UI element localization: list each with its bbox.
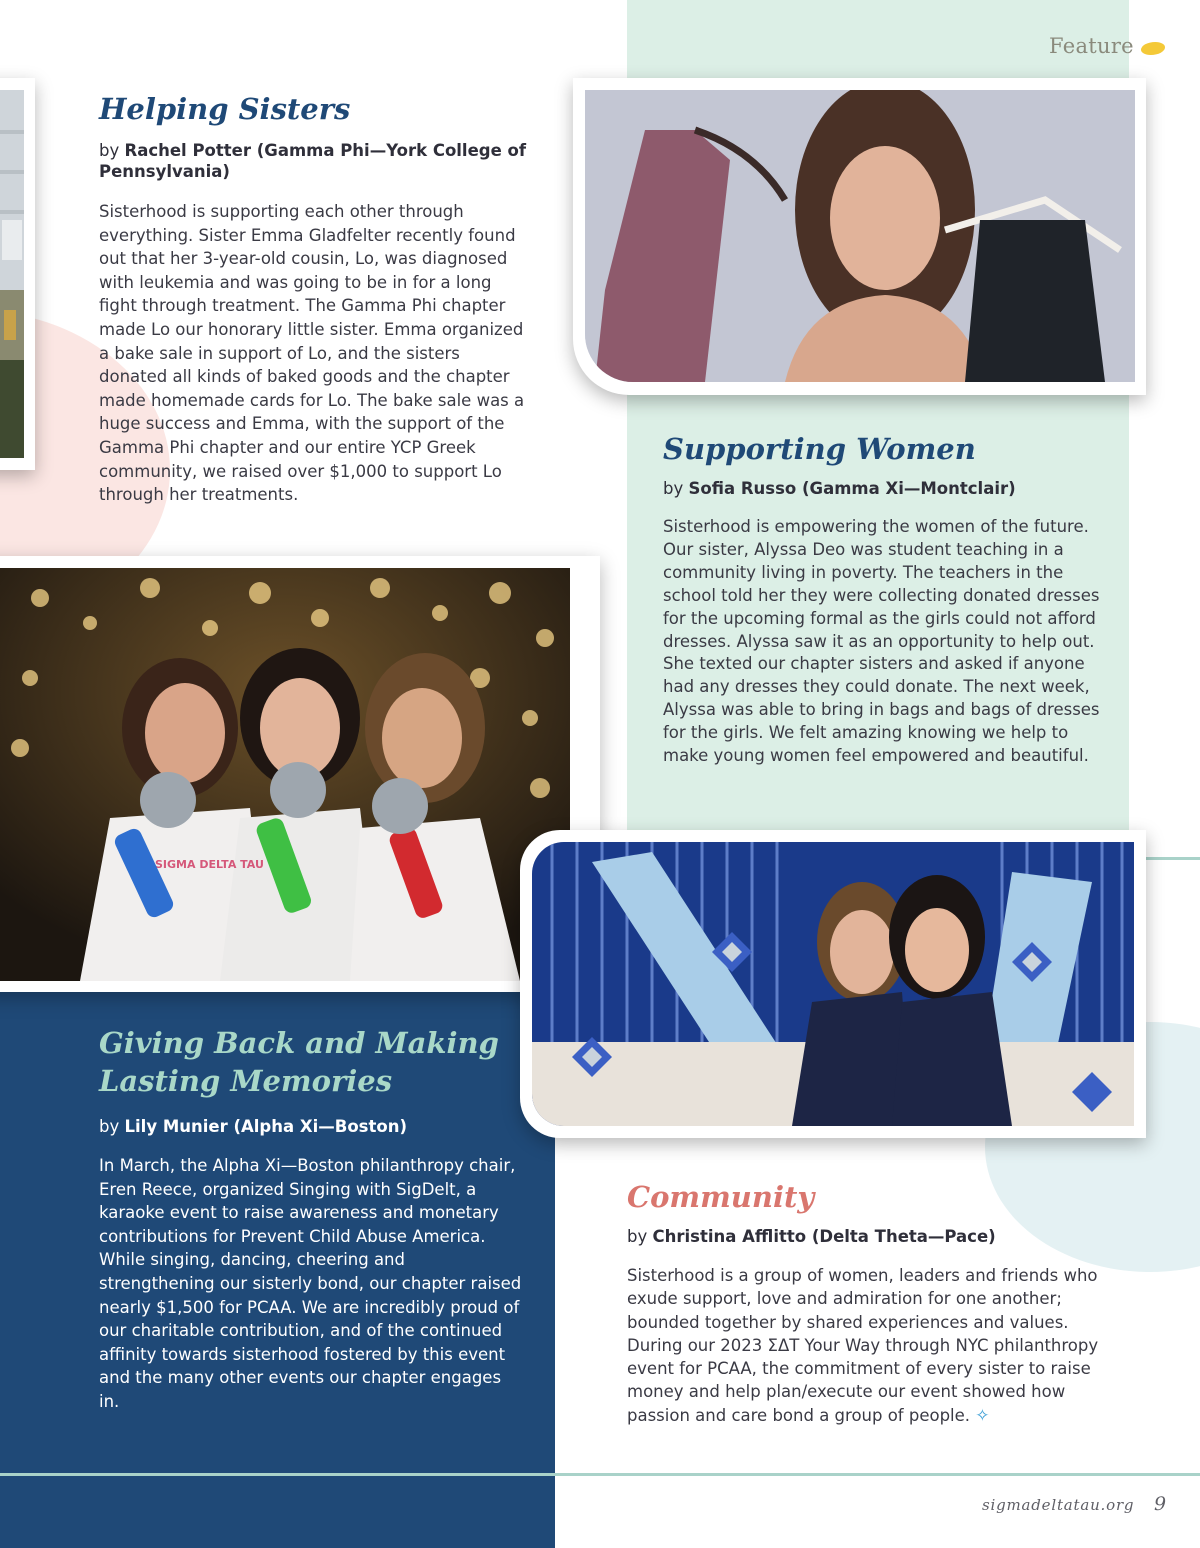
author-name: Sofia Russo (Gamma Xi—Montclair)	[688, 479, 1016, 498]
end-ornament-icon: ✧	[975, 1405, 990, 1426]
article-title: Giving Back and Making Lasting Memories	[99, 1026, 499, 1098]
karaoke-photo-image	[0, 568, 570, 981]
byline-prefix: by	[663, 479, 684, 498]
article-body: Sisterhood is empowering the women of the future. Our sister, Alyssa Deo was student teaching in a community living in poverty. The teachers in the school told her they were collecting donated dresses for the upcoming formal as the girls could not afford dresses. Alyssa saw it as an opportunity to help out. She texted our chapter sisters and asked if anyone had any dresses they could donate. The next week, Alyssa was able to bring in bags and bags of dresses for the girls. We felt amazing knowing we help to make young women feel empowered and beautiful.	[663, 517, 1100, 766]
article-title: Supporting Women	[663, 432, 976, 466]
article-giving-back	[99, 1024, 524, 1414]
byline	[627, 1226, 1127, 1247]
pinwheel-photo-image	[532, 842, 1134, 1126]
author-name: Rachel Potter (Gamma Phi—York College of Pennsylvania)	[99, 141, 527, 181]
dresses-photo	[573, 78, 1146, 395]
pinwheel-photo	[520, 830, 1146, 1138]
article-body: Sisterhood is supporting each other through everything. Sister Emma Gladfelter recently found out that her 3-year-old cousin, Lo, was diagnosed with leukemia and was going to be in for a long fight through treatment. The Gamma Phi chapter made Lo our honorary little sister. Emma organized a bake sale in support of Lo, and the sisters donated all kinds of baked goods and the chapter made homemade cards for Lo. The bake sale was a huge success and Emma, with the support of the Gamma Phi chapter and our entire YCP Greek community, we raised over $1,000 to support Lo through her treatments.	[99, 202, 525, 505]
article-helping-sisters	[99, 90, 529, 507]
article-supporting-women	[663, 430, 1103, 768]
byline	[99, 1116, 524, 1137]
byline-prefix: by	[99, 1117, 120, 1136]
article-body-text: Sisterhood is a group of women, leaders and friends who exude support, love and admiration for one another; bounded together by shared experiences and values. During our 2023 ΣΔT Your Way through NYC philanthropy event for PCAA, the commitment of every sister to raise money and help plan/execute our event showed how passion and care bond a group of people.	[627, 1266, 1099, 1425]
article-title: Helping Sisters	[99, 92, 351, 126]
byline	[99, 140, 529, 182]
byline-prefix: by	[627, 1227, 648, 1246]
author-name: Lily Munier (Alpha Xi—Boston)	[124, 1117, 407, 1136]
article-body: In March, the Alpha Xi—Boston philanthropy chair, Eren Reece, organized Singing with SigDelt, a karaoke event to raise awareness and monetary contributions for Prevent Child Abuse America. While singing, dancing, cheering and strengthening our sisterly bond, our chapter raised nearly $1,500 for PCAA. We are incredibly proud of our charitable contribution, and of the continued affinity towards sisterhood fostered by this event and the many other events our chapter engages in.	[99, 1156, 522, 1411]
house-photo	[0, 78, 35, 470]
divider-rule-bottom	[0, 1473, 1200, 1476]
dresses-photo-image	[585, 90, 1135, 382]
byline-prefix: by	[99, 141, 120, 160]
byline	[663, 478, 1103, 499]
section-label: Feature	[1049, 34, 1134, 58]
article-community	[627, 1178, 1127, 1428]
footer-website: sigmadeltatau.org	[982, 1496, 1135, 1514]
leaf-icon	[1141, 42, 1165, 55]
shirt-print: SIGMA DELTA TAU	[155, 858, 264, 871]
page-number: 9	[1154, 1493, 1167, 1515]
article-title: Community	[627, 1180, 815, 1214]
karaoke-photo	[0, 556, 600, 992]
article-body	[627, 1264, 1127, 1428]
house-photo-image	[0, 90, 24, 458]
author-name: Christina Afflitto (Delta Theta—Pace)	[652, 1227, 996, 1246]
